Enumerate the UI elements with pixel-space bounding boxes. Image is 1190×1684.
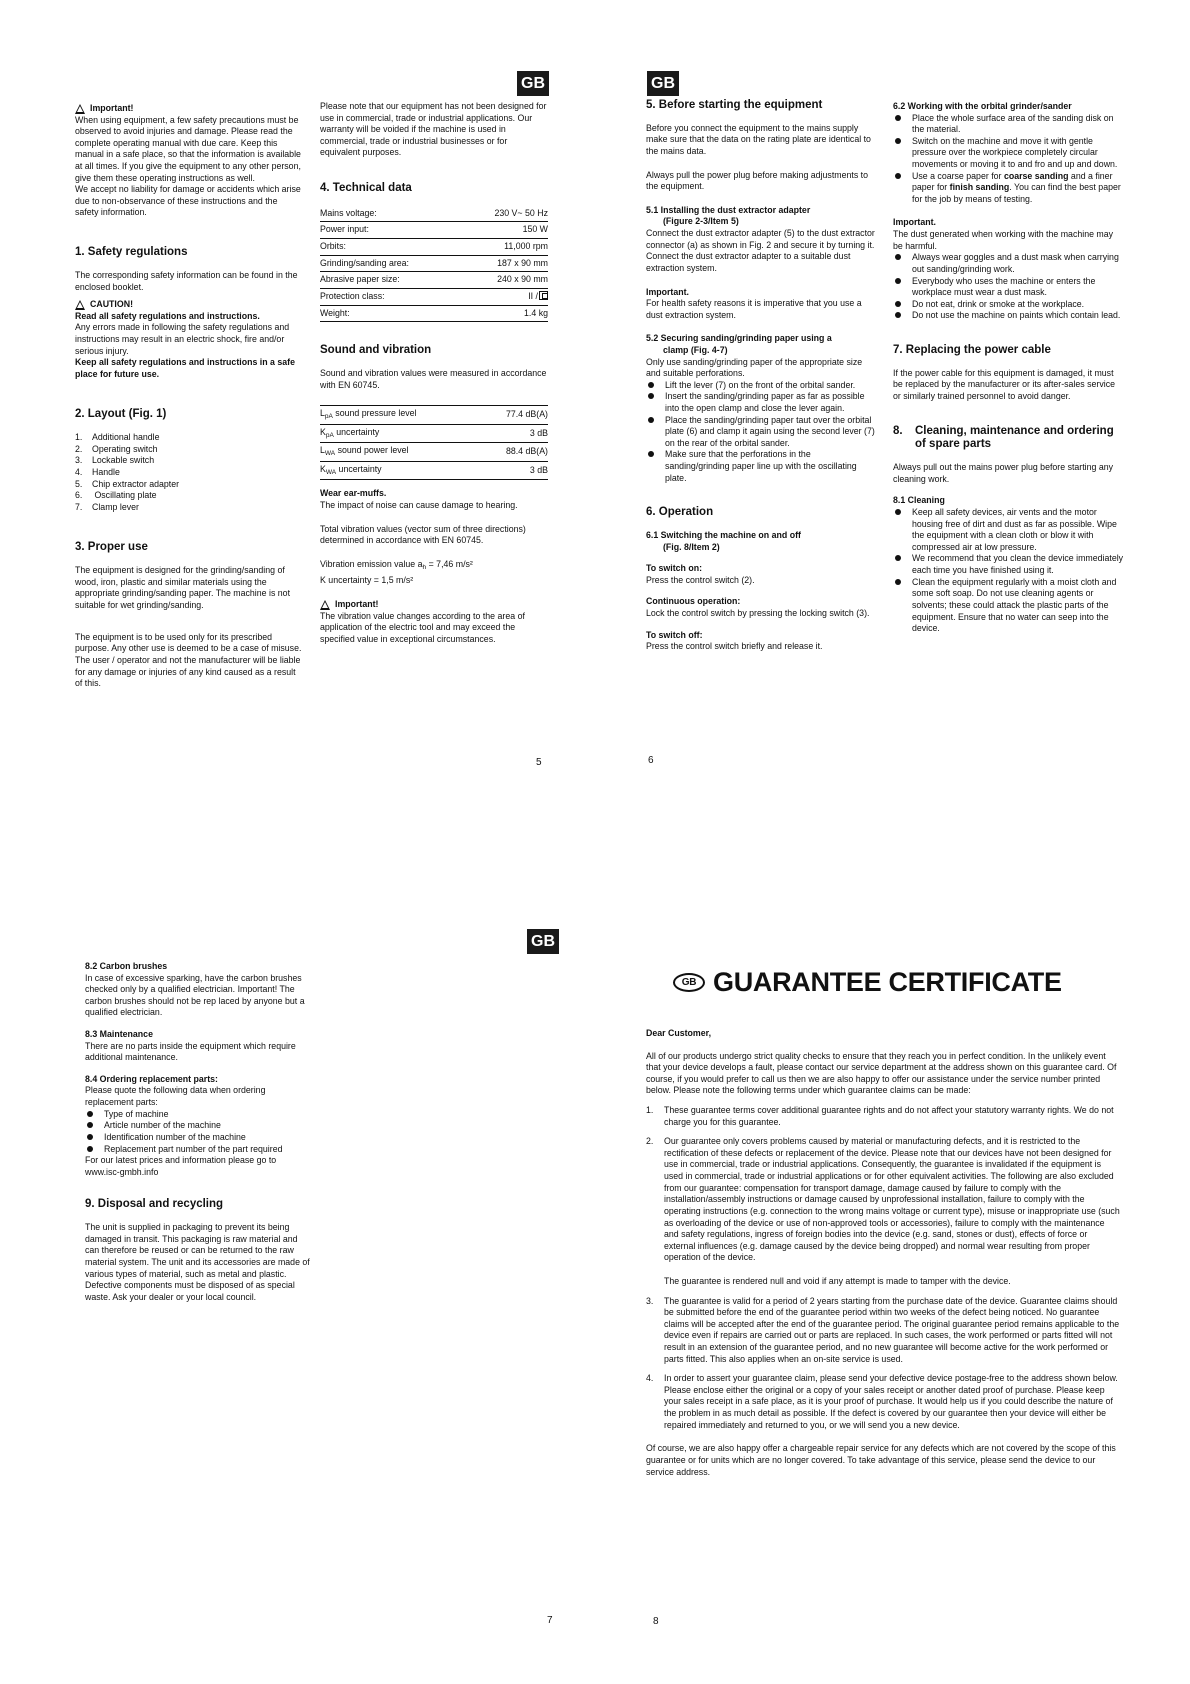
liability-text: We accept no liability for damage or accidents which arise due to non-observance of these instructions and the safety information. <box>75 184 301 218</box>
s62-title: 6.2 Working with the orbital grinder/sander <box>893 101 1072 111</box>
list-item <box>75 444 303 456</box>
safety-text: The corresponding safety information can be found in the enclosed booklet. <box>75 269 298 292</box>
list-item-text: Chip extractor adapter <box>92 478 180 489</box>
table-cell-value <box>462 206 548 222</box>
table-cell-key <box>320 461 479 480</box>
s52-title-2: clamp (Fig. 4-7) <box>663 344 728 355</box>
list-item-number: 6. <box>75 490 83 501</box>
s52-list <box>646 380 876 484</box>
table-row <box>320 255 548 272</box>
gb-oval-icon: GB <box>673 973 705 992</box>
list-item <box>646 380 876 392</box>
warning-icon <box>320 600 330 610</box>
list-item <box>646 415 876 450</box>
list-item <box>75 479 303 491</box>
tamper-text: The guarantee is rendered null and void if any attempt is made to tamper with the device. <box>664 1275 1011 1286</box>
s52-text: Only use sanding/grinding paper of the appropriate size and suitable perforations. <box>646 356 863 379</box>
on-text: Press the control switch (2). <box>646 574 755 585</box>
clean-text: Always pull out the mains power plug before starting any cleaning work. <box>893 462 1114 484</box>
list-item <box>893 252 1125 275</box>
table-cell-key: Grinding/sanding area: <box>320 255 462 272</box>
table-cell-value: 77.4 dB(A) <box>479 406 548 425</box>
safety-heading: 1. Safety regulations <box>75 246 188 259</box>
s61-title-2: (Fig. 8/Item 2) <box>663 541 720 552</box>
clean-heading: 8. Cleaning, maintenance and ordering of spare parts <box>893 424 1114 451</box>
table-cell-key <box>320 406 479 425</box>
table-row <box>320 222 548 239</box>
op-heading: 6. Operation <box>646 506 714 519</box>
s51-title: 5.1 Installing the dust extractor adapter <box>646 204 811 215</box>
dust-list <box>893 252 1125 322</box>
list-item-text: We recommend that you clean the device immediately each time you have finished using it. <box>912 553 1124 576</box>
disposal-text: The unit is supplied in packaging to prevent its being damaged in transit. This packaging is raw material and can therefore be reused or can be returned to the raw material system. The unit and its accessories are made of various types of material, such as metal and plastic. Defective components must be disposed of as special waste. Ask your dealer or your local council. <box>85 1222 310 1302</box>
list-item <box>75 432 303 444</box>
warning-icon <box>75 104 85 114</box>
list-item <box>75 467 303 479</box>
table-cell-key <box>320 443 479 462</box>
use-heading: 3. Proper use <box>75 541 148 554</box>
list-item <box>85 1132 313 1144</box>
table-cell-value <box>462 272 548 289</box>
earmuffs-text: The impact of noise can cause damage to hearing. <box>320 500 518 511</box>
value-text: 150 W <box>522 224 548 235</box>
list-item-text: Keep all safety devices, air vents and the motor housing free of dirt and dust as far as possible. Wipe the equipment with a clean cloth or blow it with compressed air at low pressure. <box>912 507 1117 552</box>
key-subscript: WA <box>324 450 336 458</box>
important2-text: The vibration value changes according to the area of application of the electric tool and may exceed the specified value in exceptional circumstances. <box>320 610 525 644</box>
list-item-text: The guarantee is valid for a period of 2 years starting from the purchase date of the device. Guarantee claims should be submitted before the end of the guarantee period within two weeks of the defect being noticed. No guarantee claims will be accepted after the end of the guarantee period. The original guarantee period remains applicable to the device even if repairs are carried out or parts are replaced. In such cases, the work performed or parts fitted will not result in an extension of the guarantee period, and no new guarantee will become active for the work performed or parts fitted. This also applies when an on-site service is used. <box>664 1295 1120 1364</box>
p6-important2-text: The dust generated when working with the machine may be harmful. <box>893 229 1114 251</box>
list-item <box>85 1120 313 1132</box>
list-item-text: Identification number of the machine <box>104 1131 246 1142</box>
table-cell-value <box>462 255 548 272</box>
lang-badge-p5: GB <box>517 71 549 96</box>
caution-text: Any errors made in following the safety regulations and instructions may result in an electric shock, fire and/or serious injury. <box>75 322 290 356</box>
s62-list <box>893 113 1125 206</box>
guarantee-intro: All of our products undergo strict quality checks to ensure that they reach you in perfect condition. In the unlikely event that your device develops a fault, please contact our service department at the address shown on this guarantee card. Of course, if you would prefer to call us then we are also happy to offer our assistance under the service number printed below. Please note the following terms under which guarantee claims can be made: <box>646 1050 1117 1096</box>
important-text: When using equipment, a few safety precautions must be observed to avoid injuries and damage. Please read the complete operating manual with due care. Keep this manual in a safe place, so that the information is available at all times. If you give the equipment to any other person, give them these operating instructions as well. <box>75 114 301 183</box>
list-item: Place the whole surface area of the sanding disk on the material. <box>893 113 1125 136</box>
list-item-text: Do not eat, drink or smoke at the workplace. <box>912 298 1085 309</box>
key-symbol: L <box>320 445 325 456</box>
table-cell-value <box>462 222 548 239</box>
caution-heading: CAUTION! <box>75 299 303 311</box>
list-item-text: Operating switch <box>92 443 158 454</box>
list-item-text: Place the sanding/grinding paper taut over the orbital plate (6) and clamp it again using the second lever (7) on the rear of the orbital sander. <box>665 414 875 448</box>
use-text-2: The equipment is to be used only for its prescribed purpose. Any other use is deemed to be a case of misuse. The user / operator and not the manufacturer will be liable for any damage or injuries of any kind caused as a result of this. <box>75 631 302 689</box>
list-item <box>85 1144 313 1156</box>
table-cell-value: 3 dB <box>479 424 548 443</box>
key-text: sound power level <box>335 445 409 456</box>
list-item-number: 4. <box>75 467 83 477</box>
layout-heading: 2. Layout (Fig. 1) <box>75 408 167 421</box>
s82-title: 8.2 Carbon brushes <box>85 961 168 971</box>
s84-list <box>85 1109 313 1155</box>
list-item <box>75 490 303 502</box>
key-symbol: K <box>320 463 326 474</box>
table-cell-key: Orbits: <box>320 239 462 256</box>
layout-list <box>75 432 303 513</box>
before-heading: 5. Before starting the equipment <box>646 99 823 111</box>
key-symbol: K <box>320 426 326 437</box>
list-item <box>646 1373 1121 1431</box>
caution-bold-1: Read all safety regulations and instructions. <box>75 310 260 321</box>
guarantee-list-2 <box>646 1296 1121 1432</box>
s83-title: 8.3 Maintenance <box>85 1029 153 1040</box>
value-text: 230 V~ 50 Hz <box>494 207 548 218</box>
lang-badge-p6: GB <box>647 71 679 96</box>
p6-col2 <box>893 101 1125 635</box>
list-item <box>646 449 876 484</box>
key-subscript: pA <box>324 413 333 421</box>
earmuffs-title: Wear ear-muffs. <box>320 488 387 499</box>
list-item <box>893 310 1125 322</box>
list-item <box>893 553 1125 576</box>
list-item <box>646 1296 1121 1366</box>
greeting: Dear Customer, <box>646 1028 712 1038</box>
list-item-text: In order to assert your guarantee claim, please send your defective device postage-free to the address shown below. Please enclose either the original or a copy of your sales receipt or another dated proof of purchase. Please keep your sales receipt in a safe place, as it is your proof of purchase. It would help us if you could describe the nature of the problem in as much detail as possible. If the defect is covered by our guarantee then your device will either be repaired immediately and returned to you, or we will send you a new device. <box>664 1373 1118 1430</box>
guarantee-list <box>646 1105 1121 1264</box>
key-subscript: WA <box>325 468 337 476</box>
page-number-5: 5 <box>536 757 542 768</box>
key-text: uncertainty <box>336 463 382 474</box>
tech-heading: 4. Technical data <box>320 182 412 195</box>
list-item-number: 1. <box>75 432 83 443</box>
value-text: 240 x 90 mm <box>497 274 548 285</box>
s81-title: 8.1 Cleaning <box>893 495 945 506</box>
p7-col1 <box>85 961 313 1303</box>
sound-text: Sound and vibration values were measured in accordance with EN 60745. <box>320 367 547 390</box>
value-text: 11,000 rpm <box>504 241 548 252</box>
protection-class-icon <box>539 291 548 300</box>
table-cell-key: Abrasive paper size: <box>320 272 462 289</box>
s51-title-2: (Figure 2-3/Item 5) <box>663 216 739 227</box>
table-cell-value: 3 dB <box>479 461 548 480</box>
list-item <box>893 577 1125 635</box>
table-cell-key: Protection class: <box>320 288 462 305</box>
list-item <box>893 276 1125 299</box>
table-row <box>320 288 548 305</box>
list-item <box>893 299 1125 311</box>
list-item-text: Lift the lever (7) on the front of the orbital sander. <box>665 379 856 390</box>
use-text-1: The equipment is designed for the grinding/sanding of wood, iron, plastic and similar materials using the appropriate grinding/sanding paper. The machine is not suitable for wet grinding/sanding. <box>75 565 291 611</box>
s84-title: 8.4 Ordering replacement parts: <box>85 1073 218 1084</box>
list-item-text: Oscillating plate <box>92 490 157 501</box>
list-item-text: Clean the equipment regularly with a moist cloth and some soft soap. Do not use cleaning agents or solvents; these could attack the plastic parts of the equipment. Ensure that no water can seep into the device. <box>912 576 1117 634</box>
list-item-text: Make sure that the perforations in the sanding/grinding paper line up with the oscillating plate. <box>665 449 857 483</box>
list-item: Use a coarse paper for coarse sanding and a finer paper for finish sanding. You can find the best paper for the job by means of testing. <box>893 171 1125 206</box>
table-row <box>320 424 548 443</box>
s51-text: Connect the dust extractor adapter (5) to the dust extractor connector (a) as shown in Fig. 2 and secure it by turning it. Connect the dust extractor adapter to a suitable dust extraction system. <box>646 228 875 273</box>
list-item-number: 3. <box>75 455 83 466</box>
list-item-number: 7. <box>75 501 83 512</box>
key-subscript: pA <box>325 431 334 439</box>
list-item-text: Do not use the machine on paints which contain lead. <box>912 310 1121 321</box>
table-cell-value <box>462 305 548 322</box>
s52-title: 5.2 Securing sanding/grinding paper using a <box>646 333 832 344</box>
key-text: sound pressure level <box>332 408 417 419</box>
list-item <box>75 455 303 467</box>
page-number-6: 6 <box>648 755 654 766</box>
lang-badge-p7: GB <box>527 929 559 954</box>
p6-important-title: Important. <box>646 286 690 297</box>
key-text: uncertainty <box>333 426 380 437</box>
list-item-number: 3. <box>646 1295 654 1306</box>
page-number-7: 7 <box>547 1615 553 1626</box>
sound-table <box>320 405 548 480</box>
list-item-number: 1. <box>646 1105 654 1116</box>
p6-important-text: For health safety reasons it is imperative that you use a dust extraction system. <box>646 298 862 320</box>
list-item <box>646 391 876 414</box>
list-item <box>893 507 1125 553</box>
table-cell-value: 88.4 dB(A) <box>479 443 548 462</box>
list-item-number: 2. <box>75 443 83 454</box>
vibration-text: Total vibration values (vector sum of three directions) determined in accordance with EN 60745. <box>320 523 526 546</box>
table-cell-value <box>462 239 548 256</box>
table-cell-value <box>462 288 548 305</box>
warning-icon <box>75 300 85 310</box>
cont-text: Lock the control switch by pressing the locking switch (3). <box>646 608 870 619</box>
key-symbol: L <box>320 408 325 419</box>
s84-text: Please quote the following data when ordering replacement parts: <box>85 1085 266 1108</box>
vibration-uncertainty: K uncertainty = 1,5 m/s² <box>320 575 414 586</box>
off-text: Press the control switch briefly and release it. <box>646 641 823 652</box>
p5-col1 <box>75 103 303 690</box>
list-item-text: Everybody who uses the machine or enters the workplace must wear a dust mask. <box>912 275 1096 298</box>
value-text: II / <box>528 290 538 301</box>
table-cell-key <box>320 424 479 443</box>
vibration-emission: Vibration emission value $a_h = 7,46$ m/s² <box>320 558 473 571</box>
p6-important2-title: Important. <box>893 217 937 228</box>
cable-text: If the power cable for this equipment is damaged, it must be replaced by the manufacturer or its after-sales service or similarly trained personnel to avoid danger. <box>893 367 1115 401</box>
list-item-text: Type of machine <box>104 1108 169 1119</box>
s83-text: There are no parts inside the equipment which require additional maintenance. <box>85 1040 296 1063</box>
list-item <box>646 1136 1121 1264</box>
list-item <box>646 1105 1121 1128</box>
table-cell-key: Power input: <box>320 222 462 239</box>
before-text-2: Always pull the power plug before making adjustments to the equipment. <box>646 169 868 192</box>
list-item: Switch on the machine and move it with gentle pressure over the workpiece completely circular movements or moving it to and fro and up and down. <box>893 136 1125 171</box>
list-item-number: 2. <box>646 1136 654 1147</box>
p8-col <box>646 1028 1121 1478</box>
cable-heading: 7. Replacing the power cable <box>893 343 1051 356</box>
list-item-text: Handle <box>92 467 120 477</box>
value-text: 187 x 90 mm <box>497 257 548 268</box>
guarantee-title: GB GUARANTEE CERTIFICATE <box>673 965 1062 1001</box>
list-item-text: Lockable switch <box>92 455 155 466</box>
p6-col1 <box>646 99 876 653</box>
list-item <box>85 1109 313 1121</box>
list-item-text: Additional handle <box>92 432 160 443</box>
table-cell-key: Mains voltage: <box>320 206 462 222</box>
list-item-text: Replacement part number of the part required <box>104 1143 283 1154</box>
before-text-1: Before you connect the equipment to the mains supply make sure that the data on the rating plate are identical to the mains data. <box>646 122 871 157</box>
s82-text: In case of excessive sparking, have the carbon brushes checked only by a qualified electrician. Important! The carbon brushes should not be rep laced by anyone but a qualified electrician. <box>85 972 305 1018</box>
list-item-text: These guarantee terms cover additional guarantee rights and do not affect your statutory warranty rights. We do not charge you for this guarantee. <box>664 1105 1114 1127</box>
on-title: To switch on: <box>646 563 703 574</box>
table-row <box>320 272 548 289</box>
list-item-text: Our guarantee only covers problems caused by material or manufacturing defects, and it is restricted to the rectification of these defects or replacement of the device. Please note that our devices have not been designed for use in commercial, trade or industrial applications. Consequently, the guarantee is invalidated if the equipment is used in commercial, trade or industrial applications or for other equivalent activities. The following are also excluded from our guarantee: compensation for transport damage, damage caused by failure to comply with the installation/assembly instructions or damage caused by unprofessional installation, failure to comply with the operating instructions (e.g. connection to the wrong mains voltage or current type), misuse or inappropriate use (such as overloading of the device or use of non-approved tools or accessories), failure to comply with the maintenance and safety regulations, ingress of foreign bodies into the device (e.g. sand, stones or dust), effects of force or external influences (e.g. damage caused by the device being dropped) and normal wear resulting from proper operation of the device. <box>664 1136 1120 1263</box>
list-item-text: Clamp lever <box>92 501 139 512</box>
cont-title: Continuous operation: <box>646 596 741 607</box>
off-title: To switch off: <box>646 629 703 640</box>
value-text: 1.4 kg <box>524 307 548 318</box>
guarantee-outro: Of course, we are also happy offer a chargeable repair service for any defects which are not covered by the scope of this guarantee or for units which are no longer covered. To take advantage of this service, please send the device to our service address. <box>646 1443 1116 1477</box>
table-row <box>320 443 548 462</box>
important-heading: Important! <box>75 103 303 115</box>
list-item-number: 4. <box>646 1373 654 1384</box>
table-row <box>320 461 548 480</box>
table-cell-key: Weight: <box>320 305 462 322</box>
p5-col2 <box>320 101 548 646</box>
list-item-text: Insert the sanding/grinding paper as far as possible into the open clamp and close the lever again. <box>665 391 865 413</box>
s81-list <box>893 507 1125 635</box>
list-item-text: Article number of the machine <box>104 1120 221 1131</box>
sound-heading: Sound and vibration <box>320 344 432 357</box>
important2-heading: Important! <box>320 599 548 611</box>
table-row <box>320 305 548 322</box>
table-row <box>320 406 548 425</box>
table-row <box>320 206 548 222</box>
s84-text-2: For our latest prices and information please go to www.isc-gmbh.info <box>85 1155 277 1177</box>
list-item <box>75 502 303 514</box>
list-item-number: 5. <box>75 478 83 489</box>
s61-title: 6.1 Switching the machine on and off <box>646 530 801 541</box>
table-row <box>320 239 548 256</box>
list-item-text: Always wear goggles and a dust mask when carrying out sanding/grinding work. <box>912 252 1119 274</box>
page-number-8: 8 <box>653 1616 659 1627</box>
caution-bold-2: Keep all safety regulations and instructions in a safe place for future use. <box>75 357 295 379</box>
disposal-heading: 9. Disposal and recycling <box>85 1198 224 1211</box>
tech-table <box>320 206 548 322</box>
note-text: Please note that our equipment has not been designed for use in commercial, trade or industrial applications. Our warranty will be voided if the machine is used in commercial, trade or industrial businesses or for equivalent purposes. <box>320 101 547 158</box>
